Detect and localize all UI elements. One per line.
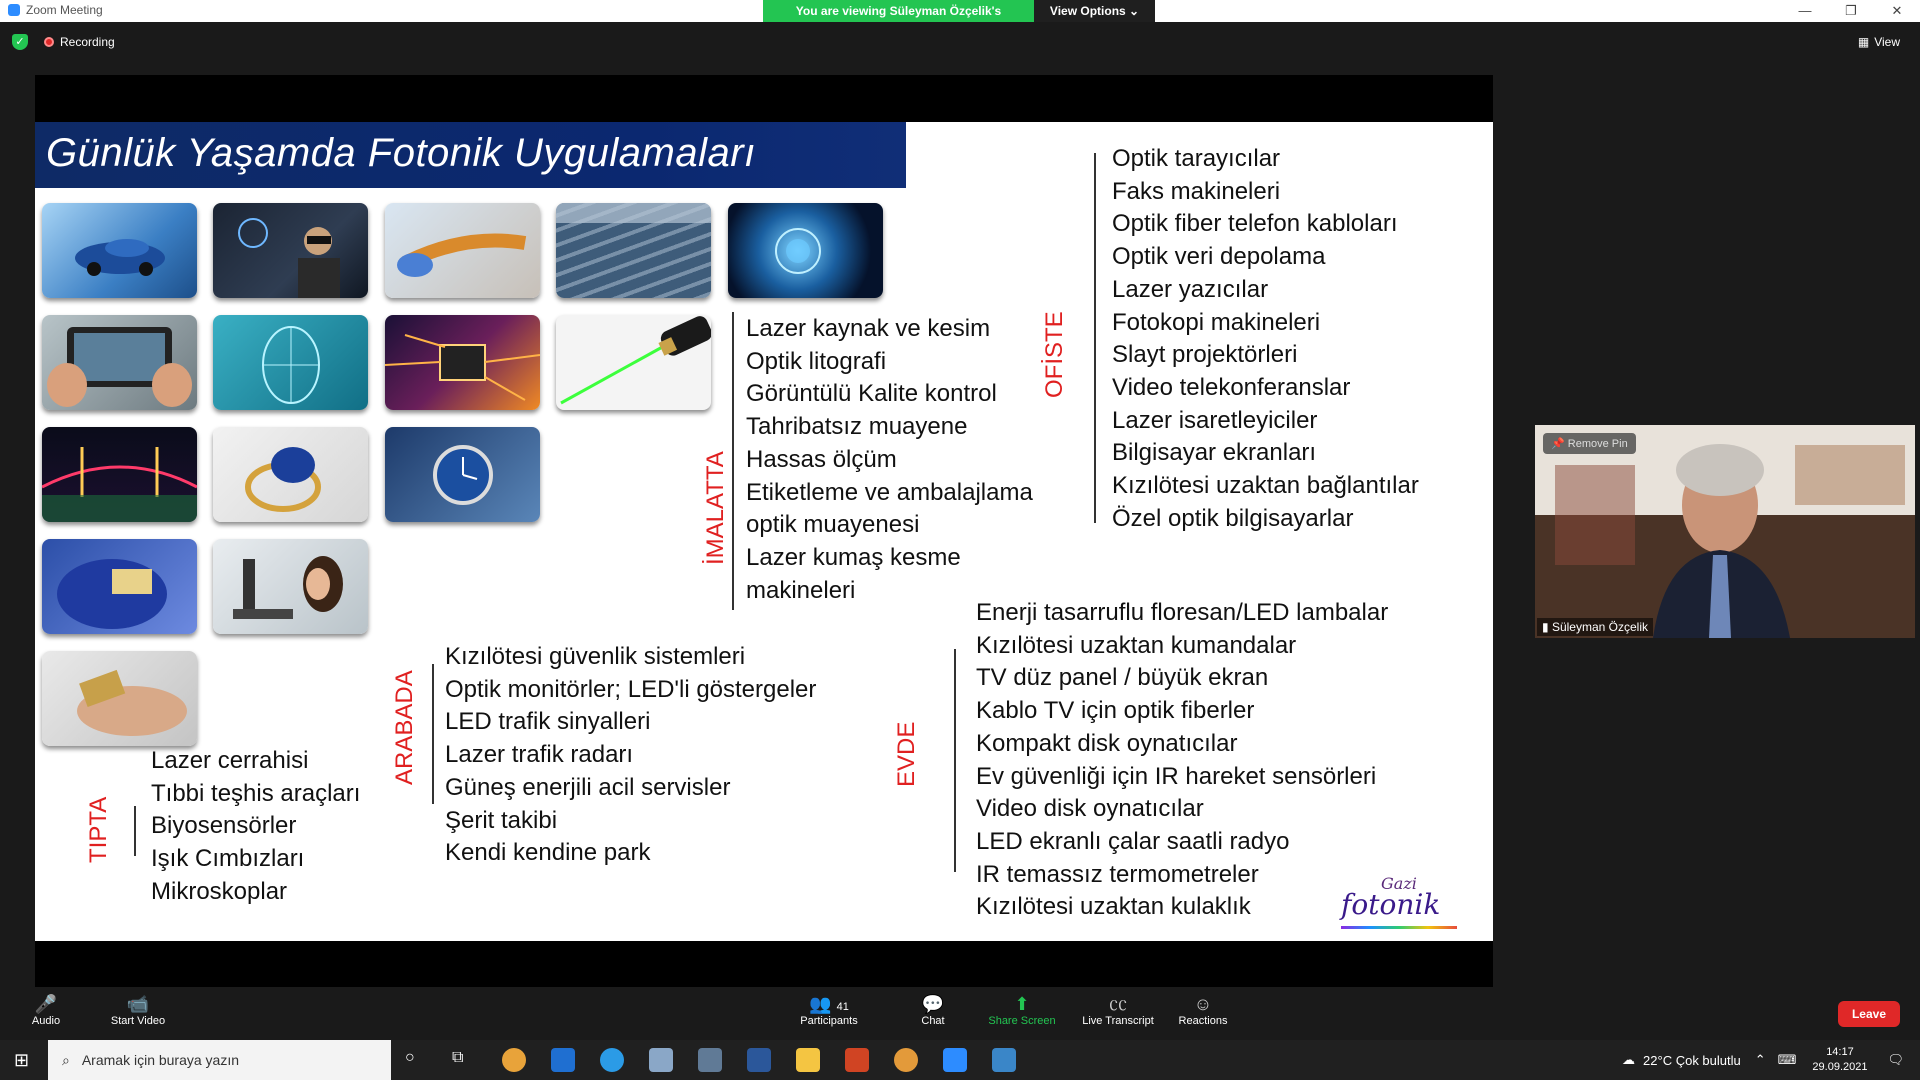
list-item: Kendi kendine park bbox=[445, 839, 651, 867]
file-explorer-icon[interactable] bbox=[796, 1048, 820, 1072]
list-item: IR temassız termometreler bbox=[976, 860, 1259, 888]
share-screen-button[interactable] bbox=[982, 993, 1062, 1027]
list-item: Fotokopi makineleri bbox=[1112, 308, 1321, 336]
evde-divider bbox=[954, 649, 956, 872]
list-item: Tahribatsız muayene bbox=[746, 413, 968, 441]
participants-label: Participants bbox=[800, 1015, 858, 1027]
solar-panel-icon bbox=[556, 203, 711, 298]
microscope-icon bbox=[213, 539, 368, 634]
list-item: Bilgisayar ekranları bbox=[1112, 439, 1317, 467]
microchip-image bbox=[385, 315, 540, 410]
windows-start-icon[interactable]: ⊞ bbox=[14, 1050, 30, 1070]
participant-video-tile[interactable] bbox=[1535, 425, 1915, 638]
reactions-button[interactable] bbox=[1163, 993, 1243, 1027]
meeting-top-strip bbox=[0, 22, 1920, 62]
list-item: Etiketleme ve ambalajlama bbox=[746, 478, 1033, 506]
clock-date: 29.09.2021 bbox=[1812, 1061, 1868, 1073]
remove-pin-label: Remove Pin bbox=[1567, 438, 1628, 450]
tipta-label: TIPTA bbox=[85, 796, 112, 863]
clock[interactable] bbox=[1812, 1045, 1867, 1075]
shared-screen bbox=[35, 75, 1493, 987]
window-title-bar bbox=[0, 0, 1920, 22]
flexible-sensor-image bbox=[42, 651, 197, 746]
imalatta-divider bbox=[732, 312, 734, 610]
gazi-fotonik-logo bbox=[1341, 874, 1461, 934]
app-title bbox=[8, 3, 103, 17]
list-item: Lazer trafik radarı bbox=[445, 741, 634, 769]
list-item: Tıbbi teşhis araçları bbox=[151, 779, 361, 807]
imalatta-label: İMALATTA bbox=[702, 451, 729, 565]
closed-caption-icon: ㏄ bbox=[1109, 994, 1127, 1014]
list-item: Biyosensörler bbox=[151, 812, 297, 840]
participants-button[interactable] bbox=[789, 993, 869, 1027]
live-transcript-label: Live Transcript bbox=[1082, 1015, 1154, 1027]
glove-icon bbox=[42, 539, 197, 634]
recording-indicator[interactable] bbox=[44, 35, 115, 49]
powerpoint-icon[interactable] bbox=[845, 1048, 869, 1072]
arabada-list bbox=[445, 641, 816, 870]
list-item: Lazer yazıcılar bbox=[1112, 275, 1269, 303]
viewing-screen-label: You are viewing Süleyman Özçelik's bbox=[763, 0, 1034, 22]
ofiste-list bbox=[1112, 143, 1419, 535]
slide-title-bar bbox=[35, 122, 906, 188]
sapphire-ring-image bbox=[213, 427, 368, 522]
keyboard-icon[interactable]: ⌨ bbox=[1777, 1052, 1797, 1067]
view-options-label: View Options bbox=[1049, 4, 1126, 18]
logo-rainbow-underline bbox=[1341, 926, 1457, 929]
list-item: Video telekonferanslar bbox=[1112, 373, 1351, 401]
list-item: Ev güvenliği için IR hareket sensörleri bbox=[976, 762, 1377, 790]
calculator-icon[interactable] bbox=[698, 1048, 722, 1072]
meeting-toolbar bbox=[0, 987, 1920, 1040]
participants-count: 41 bbox=[836, 1001, 849, 1013]
list-item: Optik fiber telefon kabloları bbox=[1112, 210, 1398, 238]
list-item: Özel optik bilgisayarlar bbox=[1112, 504, 1354, 532]
share-screen-label: Share Screen bbox=[988, 1015, 1056, 1027]
list-item: Optik monitörler; LED'li göstergeler bbox=[445, 675, 817, 703]
chip-icon bbox=[385, 315, 540, 410]
list-item: Kızılötesi uzaktan bağlantılar bbox=[1112, 472, 1419, 500]
list-item: Kızılötesi güvenlik sistemleri bbox=[445, 643, 746, 670]
restore-button[interactable]: ❐ bbox=[1845, 3, 1857, 18]
imalatta-list bbox=[746, 313, 1033, 607]
cortana-icon[interactable]: ○ bbox=[405, 1049, 415, 1066]
minimize-button[interactable]: — bbox=[1798, 3, 1812, 18]
laser-pointer-image bbox=[556, 315, 711, 410]
weather-text[interactable]: 22°C Çok bulutlu bbox=[1643, 1052, 1741, 1068]
slide-title: Günlük Yaşamda Fotonik Uygulamaları bbox=[46, 131, 756, 175]
zoom-logo-icon bbox=[8, 4, 20, 16]
chat-icon: 💬 bbox=[921, 994, 945, 1014]
taskbar-search-box[interactable] bbox=[48, 1040, 391, 1080]
list-item: Güneş enerjili acil servisler bbox=[445, 773, 731, 801]
bridge-icon bbox=[42, 427, 197, 522]
list-item: Faks makineleri bbox=[1112, 177, 1281, 205]
face-recognition-image bbox=[213, 315, 368, 410]
face-mesh-icon bbox=[213, 315, 368, 410]
list-item: Optik litografi bbox=[746, 347, 887, 375]
window-controls bbox=[1782, 0, 1920, 22]
medical-glove-device-image bbox=[42, 539, 197, 634]
task-view-icon[interactable]: ⧉ bbox=[452, 1049, 464, 1066]
notifications-icon[interactable]: 🗨 bbox=[1887, 1052, 1904, 1067]
cloud-weather-icon: ☁ bbox=[1622, 1052, 1636, 1067]
grid-icon: ▦ bbox=[1857, 35, 1870, 49]
zoom-taskbar-icon[interactable] bbox=[943, 1048, 967, 1072]
vr-headset-image bbox=[213, 203, 368, 298]
recording-dot-icon bbox=[44, 37, 54, 47]
evde-list bbox=[976, 597, 1388, 924]
list-item: Kızılötesi uzaktan kumandalar bbox=[976, 631, 1297, 659]
signal-bars-icon: ▮ bbox=[1542, 620, 1549, 634]
list-item: Video disk oynatıcılar bbox=[976, 795, 1204, 823]
arabada-label: ARABADA bbox=[391, 670, 418, 785]
person-vr-icon bbox=[213, 203, 368, 298]
list-item: optik muayenesi bbox=[746, 511, 920, 539]
optical-fiber-image bbox=[385, 203, 540, 298]
mail-icon[interactable] bbox=[551, 1048, 575, 1072]
list-item: Kompakt disk oynatıcılar bbox=[976, 729, 1238, 757]
list-item: LED trafik sinyalleri bbox=[445, 708, 651, 736]
view-options-button[interactable]: View Options ⌄ bbox=[1034, 0, 1155, 22]
evde-label: EVDE bbox=[893, 721, 920, 787]
close-button[interactable]: ✕ bbox=[1891, 3, 1903, 18]
reactions-label: Reactions bbox=[1178, 1015, 1228, 1027]
list-item: Kablo TV için optik fiberler bbox=[976, 697, 1255, 725]
logo-gazi-text: Gazi bbox=[1381, 874, 1417, 893]
list-item: Işık Cımbızları bbox=[151, 845, 305, 873]
tray-expand-icon[interactable]: ⌃ bbox=[1754, 1052, 1766, 1067]
list-item: Slayt projektörleri bbox=[1112, 341, 1298, 369]
ring-icon bbox=[213, 427, 368, 522]
tipta-divider bbox=[134, 806, 136, 856]
system-tray bbox=[1622, 1040, 1920, 1080]
list-item: TV düz panel / büyük ekran bbox=[976, 664, 1269, 692]
ofiste-divider bbox=[1094, 153, 1096, 523]
watch-icon bbox=[385, 427, 540, 522]
speaker-video-icon bbox=[1535, 425, 1915, 638]
chat-label: Chat bbox=[921, 1015, 945, 1027]
clock-time: 14:17 bbox=[1826, 1046, 1854, 1058]
list-item: Enerji tasarruflu floresan/LED lambalar bbox=[976, 599, 1389, 626]
logo-fotonik-text: fotonik bbox=[1341, 888, 1441, 921]
list-item: makineleri bbox=[746, 576, 856, 604]
search-placeholder: Aramak için buraya yazın bbox=[81, 1052, 240, 1068]
list-item: Şerit takibi bbox=[445, 806, 558, 834]
view-label: View bbox=[1874, 35, 1900, 49]
video-off-icon: 📹 bbox=[126, 994, 150, 1014]
list-item: LED ekranlı çalar saatli radyo bbox=[976, 827, 1290, 855]
chrome-icon[interactable] bbox=[502, 1048, 526, 1072]
car-sensors-image bbox=[42, 203, 197, 298]
edge-icon[interactable] bbox=[600, 1048, 624, 1072]
start-video-button[interactable] bbox=[98, 993, 178, 1027]
share-banner bbox=[763, 0, 1155, 22]
start-video-label: Start Video bbox=[110, 1015, 166, 1027]
list-item: Hassas ölçüm bbox=[746, 445, 897, 473]
chat-button[interactable] bbox=[893, 993, 973, 1027]
chrome-active-icon[interactable] bbox=[894, 1048, 918, 1072]
list-item: Görüntülü Kalite kontrol bbox=[746, 380, 997, 408]
pin-icon: 📌 bbox=[1551, 438, 1565, 450]
solar-panels-image bbox=[556, 203, 711, 298]
participant-name: Süleyman Özçelik bbox=[1551, 620, 1648, 634]
search-icon: ⌕ bbox=[62, 1051, 70, 1068]
window-title: Zoom Meeting bbox=[26, 3, 103, 17]
store-icon[interactable] bbox=[649, 1048, 673, 1072]
view-button[interactable] bbox=[1858, 35, 1900, 49]
photos-icon[interactable] bbox=[992, 1048, 1016, 1072]
lit-bridge-image bbox=[42, 427, 197, 522]
list-item: Lazer cerrahisi bbox=[151, 747, 309, 774]
phone-icon bbox=[42, 315, 197, 410]
list-item: Lazer kumaş kesme bbox=[746, 543, 961, 571]
car-icon bbox=[42, 203, 197, 298]
participants-icon: 👥 41 bbox=[809, 994, 849, 1014]
sensor-icon bbox=[42, 651, 197, 746]
smartphone-camera-image bbox=[42, 315, 197, 410]
fiber-icon bbox=[385, 203, 540, 298]
recording-label: Recording bbox=[60, 35, 115, 49]
tipta-list bbox=[151, 745, 360, 909]
reaction-smiley-icon: ☺ bbox=[1193, 994, 1213, 1014]
list-item: Lazer isaretleyiciler bbox=[1112, 406, 1318, 434]
remove-pin-button[interactable] bbox=[1543, 433, 1636, 454]
wristwatch-image bbox=[385, 427, 540, 522]
participant-name-tag bbox=[1537, 618, 1653, 636]
list-item: Optik veri depolama bbox=[1112, 243, 1326, 271]
microscope-image bbox=[213, 539, 368, 634]
ofiste-label: OFİSTE bbox=[1041, 311, 1068, 398]
audio-label: Audio bbox=[31, 1015, 61, 1027]
presentation-slide bbox=[35, 122, 1493, 941]
arabada-divider bbox=[432, 664, 434, 804]
brain-scan-image bbox=[728, 203, 883, 298]
list-item: Kızılötesi uzaktan kulaklık bbox=[976, 893, 1251, 921]
microphone-icon: 🎤 bbox=[34, 994, 58, 1014]
windows-taskbar bbox=[0, 1040, 1920, 1080]
live-transcript-button[interactable] bbox=[1078, 993, 1158, 1027]
list-item: Mikroskoplar bbox=[151, 877, 288, 905]
list-item: Lazer kaynak ve kesim bbox=[746, 315, 991, 342]
audio-button[interactable] bbox=[6, 993, 86, 1027]
word-icon[interactable] bbox=[747, 1048, 771, 1072]
security-shield-icon[interactable]: ✓ bbox=[12, 34, 28, 50]
share-screen-icon: ⬆ bbox=[1014, 994, 1030, 1014]
brain-icon bbox=[728, 203, 883, 298]
laser-icon bbox=[556, 315, 711, 410]
list-item: Optik tarayıcılar bbox=[1112, 145, 1281, 172]
leave-button[interactable]: Leave bbox=[1838, 1001, 1900, 1027]
